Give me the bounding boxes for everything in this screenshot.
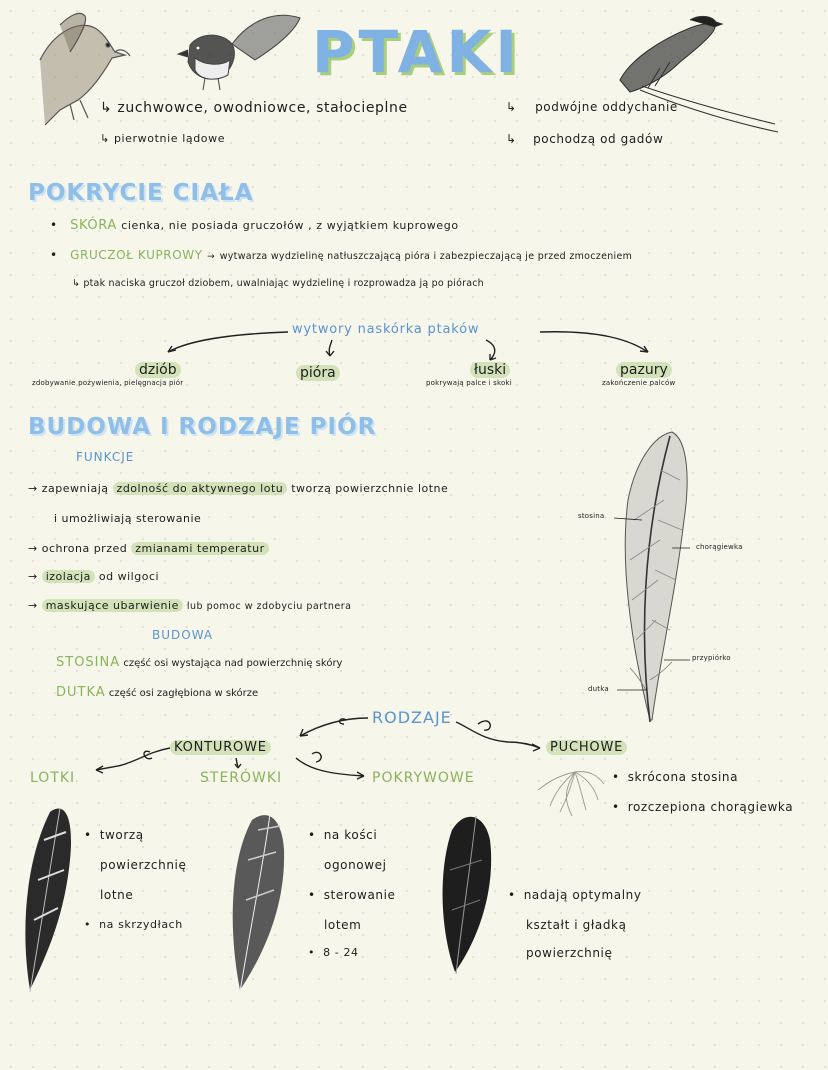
skora-term: SKÓRA [70, 218, 117, 233]
wytwor-dziob: dziób [135, 362, 181, 378]
page-title: PTAKI [312, 18, 521, 86]
sterowki-point-2: • sterowanie [308, 888, 396, 902]
return-arrow-icon: ↳ [100, 132, 110, 145]
wytwor-luski-desc: pokrywają palce i skoki [426, 379, 512, 387]
puchowe-point-1: • skrócona stosina [612, 770, 738, 784]
pokrywowe-label: POKRYWOWE [372, 770, 475, 786]
return-arrow-icon: ↳ [506, 132, 517, 146]
wytwor-dziob-desc: zdobywanie pożywienia, pielęgnacja piór [32, 379, 184, 387]
pokrywowe-point-1: • nadają optymalny [508, 888, 642, 902]
funkcje-label: FUNKCJE [76, 450, 135, 464]
gruczol-term: GRUCZOŁ KUPROWY [70, 248, 203, 262]
skora-row: • SKÓRA cienka, nie posiada gruczołów , z wyjątkiem kuprowego [50, 218, 459, 233]
section-heading-pokrycie: POKRYCIE CIAŁA [28, 180, 254, 206]
feather-label-dutka: dutka [588, 685, 609, 693]
intro-line-3: ↳ podwójne oddychanie [506, 100, 678, 114]
lotki-point-1: • tworzą [84, 828, 144, 842]
dutka-row: DUTKA część osi zagłębiona w skórze [56, 685, 259, 700]
intro-line-1: ↳ zuchwowce, owodniowce, stałocieplne [100, 100, 408, 116]
wytwor-pazury: pazury [616, 362, 672, 378]
return-arrow-icon: ↳ [72, 278, 81, 289]
konturowe-label: KONTUROWE [170, 740, 271, 755]
wytwory-heading: wytwory naskórka ptaków [292, 322, 480, 337]
intro-line-4: ↳ pochodzą od gadów [506, 132, 664, 146]
bullfinch-bird-icon [178, 15, 300, 90]
sterowki-point-1b: ogonowej [324, 858, 387, 872]
sterowki-point-2b: lotem [324, 918, 362, 932]
feather-label-stosina: stosina [578, 512, 605, 520]
wytwor-luski: łuski [470, 362, 510, 378]
tail-feather-icon [233, 814, 284, 992]
wytwor-piora: pióra [296, 365, 340, 381]
sterowki-point-1: • na kości [308, 828, 377, 842]
down-feather-icon [538, 772, 604, 816]
feather-label-przypiorko: przypiórko [692, 654, 731, 662]
funkcja-4: → maskujące ubarwienie lub pomoc w zdobyciu partnera [28, 599, 352, 612]
lotki-point-1c: lotne [100, 888, 134, 902]
funkcja-1: → zapewniają zdolność do aktywnego lotu tworzą powierzchnie lotne [28, 482, 449, 495]
right-arrow-icon: → [28, 542, 38, 555]
sterowki-point-3: • 8 - 24 [308, 946, 359, 959]
contour-feather-icon [443, 816, 492, 974]
budowa-label: BUDOWA [152, 628, 214, 642]
intro-line-2: ↳ pierwotnie lądowe [100, 132, 226, 145]
rodzaje-heading: RODZAJE [372, 708, 452, 727]
pokrywowe-point-1c: powierzchnię [526, 946, 613, 960]
section-heading-budowa: BUDOWA I RODZAJE PIÓR [28, 414, 377, 440]
wytwor-pazury-desc: zakończenie palców [602, 379, 676, 387]
pokrywowe-point-1b: kształt i gładką [526, 918, 627, 932]
return-arrow-icon: ↳ [506, 100, 517, 114]
lotki-label: LOTKI [30, 770, 76, 786]
feather-label-choragiewka: chorągiewka [696, 543, 743, 551]
right-arrow-icon: → [28, 570, 38, 583]
sterowki-label: STERÓWKI [200, 770, 283, 786]
right-arrow-icon: → [207, 252, 216, 262]
funkcja-3: → izolacja od wilgoci [28, 570, 160, 583]
puchowe-point-2: • rozczepiona chorągiewka [612, 800, 793, 814]
funkcja-2: → ochrona przed zmianami temperatur [28, 542, 269, 555]
lotki-point-2: • na skrzydłach [84, 918, 183, 931]
flight-feather-icon [25, 808, 71, 992]
ptak-row: ↳ ptak naciska gruczoł dziobem, uwalniając wydzielinę i rozprowadza ją po piórach [72, 278, 484, 289]
puchowe-label: PUCHOWE [546, 740, 627, 755]
paradise-flycatcher-bird-icon [620, 16, 778, 132]
return-arrow-icon: ↳ [100, 100, 113, 116]
stosina-row: STOSINA część osi wystająca nad powierzchnię skóry [56, 655, 343, 670]
lotki-point-1b: powierzchnię [100, 858, 187, 872]
feather-structure-illustration [614, 432, 690, 722]
gruczol-row: • GRUCZOŁ KUPROWY → wytwarza wydzielinę natłuszczającą pióra i zabezpieczającą je przed zmoczeniem [50, 248, 632, 262]
right-arrow-icon: → [28, 599, 38, 612]
funkcja-1-line2: i umożliwiają sterowanie [54, 512, 202, 525]
right-arrow-icon: → [28, 482, 38, 495]
